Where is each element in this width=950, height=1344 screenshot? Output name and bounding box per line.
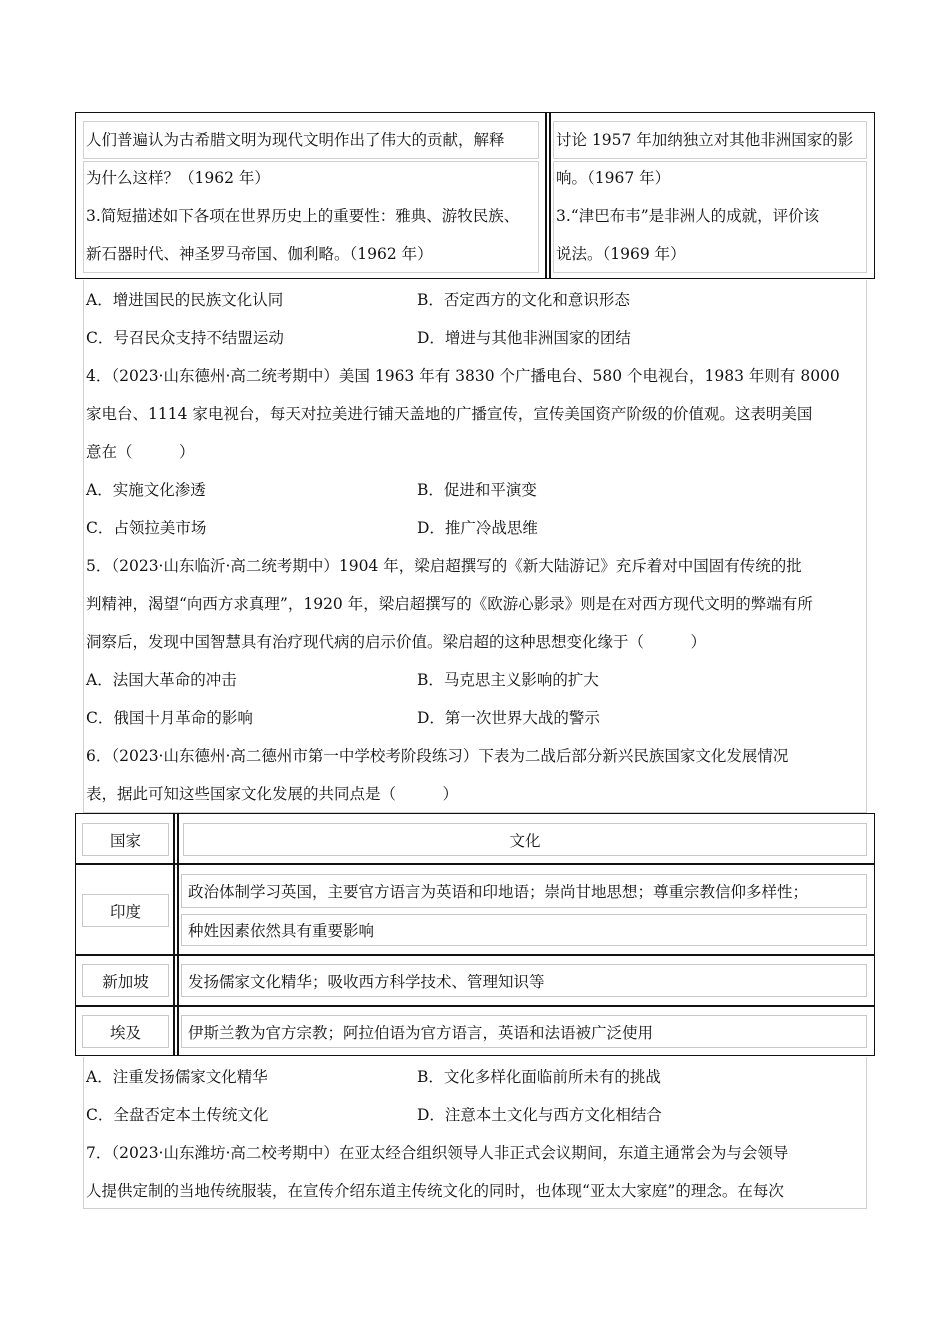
- table-row-country: 埃及: [82, 1015, 169, 1048]
- table-row-culture: 发扬儒家文化精华；吸收西方科学技术、管理知识等: [181, 964, 867, 997]
- q5-option-b: B．马克思主义影响的扩大: [417, 671, 599, 689]
- q5-stem-line-1: 5．（2023·山东临沂·高二统考期中）1904 年，梁启超撰写的《新大陆游记》充斥着对中国固有传统的批: [86, 557, 802, 575]
- top-right-line-3: 3.“津巴布韦”是非洲人的成就，评价该: [556, 207, 820, 225]
- body-frame: [83, 280, 867, 813]
- table-row-culture: 政治体制学习英国，主要官方语言为英语和印地语；崇尚甘地思想；尊重宗教信仰多样性；: [181, 874, 867, 908]
- top-left-line-1: 人们普遍认为古希腊文明为现代文明作出了伟大的贡献，解释: [86, 131, 505, 149]
- q5-option-a: A．法国大革命的冲击: [86, 671, 237, 689]
- q6-option-c: C．全盘否定本土传统文化: [86, 1106, 269, 1124]
- top-table-divider-2: [549, 112, 551, 279]
- table-head-country: 国家: [82, 823, 169, 856]
- q4-stem-line-1: 4．（2023·山东德州·高二统考期中）美国 1963 年有 3830 个广播电台、580 个电视台，1983 年则有 8000: [86, 367, 840, 385]
- top-right-line-2: 响。（1967 年）: [556, 169, 671, 187]
- q6-stem-line-1: 6．（2023·山东德州·高二德州市第一中学校考阶段练习）下表为二战后部分新兴民族国家文化发展情况: [86, 747, 789, 765]
- q4-stem-line-3: 意在（ ）: [86, 443, 195, 461]
- table-row-country: 印度: [82, 894, 169, 927]
- top-left-line-2: 为什么这样？（1962 年）: [86, 169, 270, 187]
- q6-option-a: A．注重发扬儒家文化精华: [86, 1068, 268, 1086]
- q7-stem-line-1: 7．（2023·山东潍坊·高二校考期中）在亚太经合组织领导人非正式会议期间，东道主通常会为与会领导: [86, 1144, 789, 1162]
- top-right-line-1: 讨论 1957 年加纳独立对其他非洲国家的影: [556, 131, 854, 149]
- q3-option-c: C．号召民众支持不结盟运动: [86, 329, 284, 347]
- q4-option-a: A．实施文化渗透: [86, 481, 206, 499]
- table-row-culture: 伊斯兰教为官方宗教；阿拉伯语为官方语言，英语和法语被广泛使用: [181, 1015, 867, 1048]
- q4-option-d: D．推广冷战思维: [417, 519, 538, 537]
- q6-option-b: B．文化多样化面临前所未有的挑战: [417, 1068, 661, 1086]
- top-table-divider: [545, 112, 547, 279]
- top-left-line-4: 新石器时代、神圣罗马帝国、伽利略。（1962 年）: [86, 245, 433, 263]
- q4-option-b: B．促进和平演变: [417, 481, 537, 499]
- q6-option-d: D．注意本土文化与西方文化相结合: [417, 1106, 662, 1124]
- q3-option-b: B．否定西方的文化和意识形态: [417, 291, 630, 309]
- q4-option-c: C．占领拉美市场: [86, 519, 207, 537]
- top-left-line-3: 3.简短描述如下各项在世界历史上的重要性：雅典、游牧民族、: [86, 207, 520, 225]
- table-head-culture: 文化: [183, 823, 867, 856]
- q7-stem-line-2: 人提供定制的当地传统服装，在宣传介绍东道主传统文化的同时，也体现“亚太大家庭”的理念。在每次: [86, 1182, 784, 1200]
- q5-option-c: C．俄国十月革命的影响: [86, 709, 253, 727]
- q3-option-a: A．增进国民的民族文化认同: [86, 291, 284, 309]
- table-row-country: 新加坡: [82, 964, 169, 997]
- q5-stem-line-2: 判精神，渴望“向西方求真理”，1920 年，梁启超撰写的《欧游心影录》则是在对西方现代文明的弊端有所: [86, 595, 813, 613]
- q4-stem-line-2: 家电台、1114 家电视台，每天对拉美进行铺天盖地的广播宣传，宣传美国资产阶级的价值观。这表明美国: [86, 405, 813, 423]
- q5-option-d: D．第一次世界大战的警示: [417, 709, 600, 727]
- table-row-culture: 种姓因素依然具有重要影响: [181, 914, 867, 946]
- top-right-line-4: 说法。（1969 年）: [556, 245, 686, 263]
- q5-stem-line-3: 洞察后，发现中国智慧具有治疗现代病的启示价值。梁启超的这种思想变化缘于（ ）: [86, 633, 707, 651]
- q3-option-d: D．增进与其他非洲国家的团结: [417, 329, 631, 347]
- q6-stem-line-2: 表，据此可知这些国家文化发展的共同点是（ ）: [86, 785, 459, 803]
